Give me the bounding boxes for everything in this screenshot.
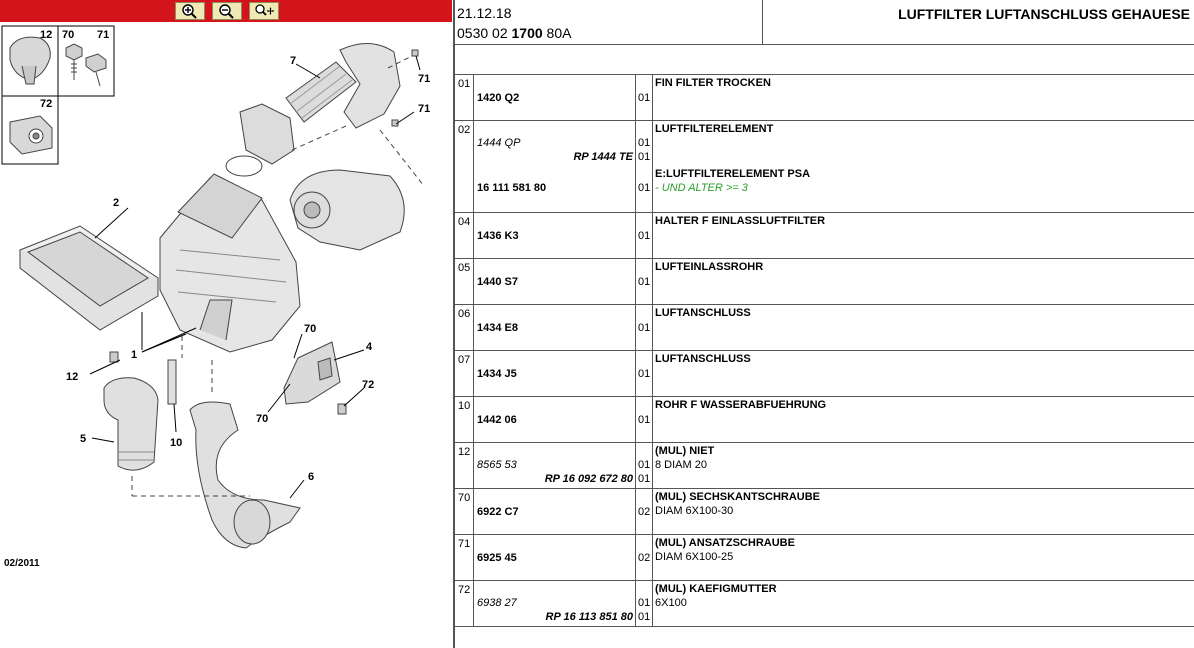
row-number: 10 — [458, 400, 471, 412]
table-row[interactable] — [455, 213, 1194, 259]
part-description: (MUL) SECHSKANTSCHRAUBE — [655, 491, 820, 503]
zoom-pan-button[interactable] — [249, 2, 279, 20]
part-reference[interactable]: 1440 S7 — [477, 276, 518, 288]
part-description: LUFTFILTERELEMENT — [655, 123, 774, 135]
exploded-parts-diagram — [0, 22, 452, 648]
part-description: (MUL) KAEFIGMUTTER — [655, 583, 777, 595]
diagram-date-code: 02/2011 — [4, 558, 40, 569]
part-description: ROHR F WASSERABFUEHRUNG — [655, 399, 827, 411]
header-divider — [762, 0, 763, 44]
callout-12: 12 — [66, 371, 79, 383]
part-description: (MUL) NIET — [655, 445, 715, 457]
part-quantity: 01 — [638, 414, 651, 426]
part-quantity: 01 — [638, 137, 651, 149]
part-quantity: 01 — [638, 151, 651, 163]
part-quantity: 02 — [638, 506, 651, 518]
part-quantity: 01 — [638, 368, 651, 380]
parts-table — [455, 75, 1194, 627]
table-row[interactable] — [455, 351, 1194, 397]
row-number: 01 — [458, 78, 471, 90]
row-number: 71 — [458, 538, 471, 550]
zoom-out-button[interactable] — [212, 2, 242, 20]
table-row[interactable] — [455, 443, 1194, 489]
table-row[interactable] — [455, 489, 1194, 535]
part-quantity: 01 — [638, 230, 651, 242]
callout-70: 70 — [256, 413, 269, 425]
part-condition-note: - UND ALTER >= 3 — [655, 182, 748, 194]
callout-2: 2 — [113, 197, 120, 209]
part-quantity: 01 — [638, 276, 651, 288]
row-number: 05 — [458, 262, 471, 274]
row-number: 06 — [458, 308, 471, 320]
header-code-suffix: 80A — [542, 25, 572, 41]
row-number: 02 — [458, 124, 471, 136]
part-quantity: 02 — [638, 552, 651, 564]
row-number: 72 — [458, 584, 471, 596]
callout-7: 7 — [290, 55, 297, 67]
part-reference[interactable]: 1434 E8 — [477, 322, 518, 334]
part-quantity: 01 — [638, 322, 651, 334]
table-row[interactable] — [455, 305, 1194, 351]
callout-5: 5 — [80, 433, 87, 445]
zoom-in-icon — [179, 3, 201, 19]
table-row[interactable] — [455, 535, 1194, 581]
part-reference[interactable]: 1420 Q2 — [477, 92, 520, 104]
callout-4: 4 — [366, 341, 373, 353]
part-spec: 8 DIAM 20 — [655, 459, 707, 471]
header-rule — [455, 44, 1194, 45]
zoom-pan-icon — [253, 3, 275, 19]
callout-71: 71 — [418, 73, 431, 85]
part-alt-reference[interactable]: 1444 QP — [477, 137, 521, 149]
part-alt-reference[interactable]: 8565 53 — [477, 459, 517, 471]
part-description: LUFTANSCHLUSS — [655, 353, 751, 365]
toolbar — [0, 0, 452, 22]
header-code-prefix: 0530 02 — [457, 25, 512, 41]
part-reference[interactable]: 1434 J5 — [477, 368, 517, 380]
part-rp-reference[interactable]: RP 16 092 672 80 — [544, 473, 633, 485]
header-code-bold: 1700 — [511, 25, 543, 41]
part-rp-reference[interactable]: RP 1444 TE — [573, 151, 633, 163]
table-row[interactable] — [455, 75, 1194, 121]
callout-72: 72 — [40, 98, 53, 110]
part-quantity: 01 — [638, 182, 651, 194]
part-spec: DIAM 6X100-30 — [655, 505, 734, 517]
part-description: FIN FILTER TROCKEN — [655, 77, 771, 89]
table-row[interactable] — [455, 581, 1194, 627]
part-quantity: 01 — [638, 597, 651, 609]
part-reference[interactable]: 6925 45 — [477, 552, 517, 564]
header-date: 21.12.18 — [457, 5, 512, 21]
row-number: 12 — [458, 446, 471, 458]
part-rp-reference[interactable]: RP 16 113 851 80 — [545, 611, 633, 623]
part-quantity: 01 — [638, 92, 651, 104]
row-number: 04 — [458, 216, 471, 228]
callout-6: 6 — [308, 471, 315, 483]
diagram-panel — [0, 0, 452, 648]
zoom-in-button[interactable] — [175, 2, 205, 20]
table-row[interactable] — [455, 397, 1194, 443]
part-reference[interactable]: 1436 K3 — [477, 230, 519, 242]
part-description: (MUL) ANSATZSCHRAUBE — [655, 537, 795, 549]
part-reference[interactable]: 6922 C7 — [477, 506, 519, 518]
callout-71: 71 — [418, 103, 431, 115]
part-alt-reference[interactable]: 6938 27 — [477, 597, 517, 609]
part-description: E:LUFTFILTERELEMENT PSA — [655, 168, 811, 180]
callout-70: 70 — [62, 29, 75, 41]
part-reference[interactable]: 1442 06 — [477, 414, 517, 426]
part-quantity: 01 — [638, 473, 651, 485]
part-description: HALTER F EINLASSLUFTFILTER — [655, 215, 826, 227]
part-quantity: 01 — [638, 611, 651, 623]
callout-12: 12 — [40, 29, 53, 41]
callout-71: 71 — [97, 29, 110, 41]
table-row[interactable] — [455, 259, 1194, 305]
part-spec: 6X100 — [655, 597, 687, 609]
row-number: 07 — [458, 354, 471, 366]
part-spec: DIAM 6X100-25 — [655, 551, 734, 563]
callout-10: 10 — [170, 437, 183, 449]
part-description: LUFTEINLASSROHR — [655, 261, 764, 273]
row-number: 70 — [458, 492, 471, 504]
callout-72: 72 — [362, 379, 375, 391]
part-description: LUFTANSCHLUSS — [655, 307, 751, 319]
callout-70: 70 — [304, 323, 317, 335]
page-title: LUFTFILTER LUFTANSCHLUSS GEHAUESE — [898, 6, 1190, 22]
part-reference[interactable]: 16 111 581 80 — [477, 182, 547, 194]
header-code — [457, 25, 571, 41]
zoom-out-icon — [216, 3, 238, 19]
parts-panel — [455, 0, 1194, 648]
part-quantity: 01 — [638, 459, 651, 471]
callout-1: 1 — [131, 349, 138, 361]
table-row[interactable] — [455, 121, 1194, 213]
